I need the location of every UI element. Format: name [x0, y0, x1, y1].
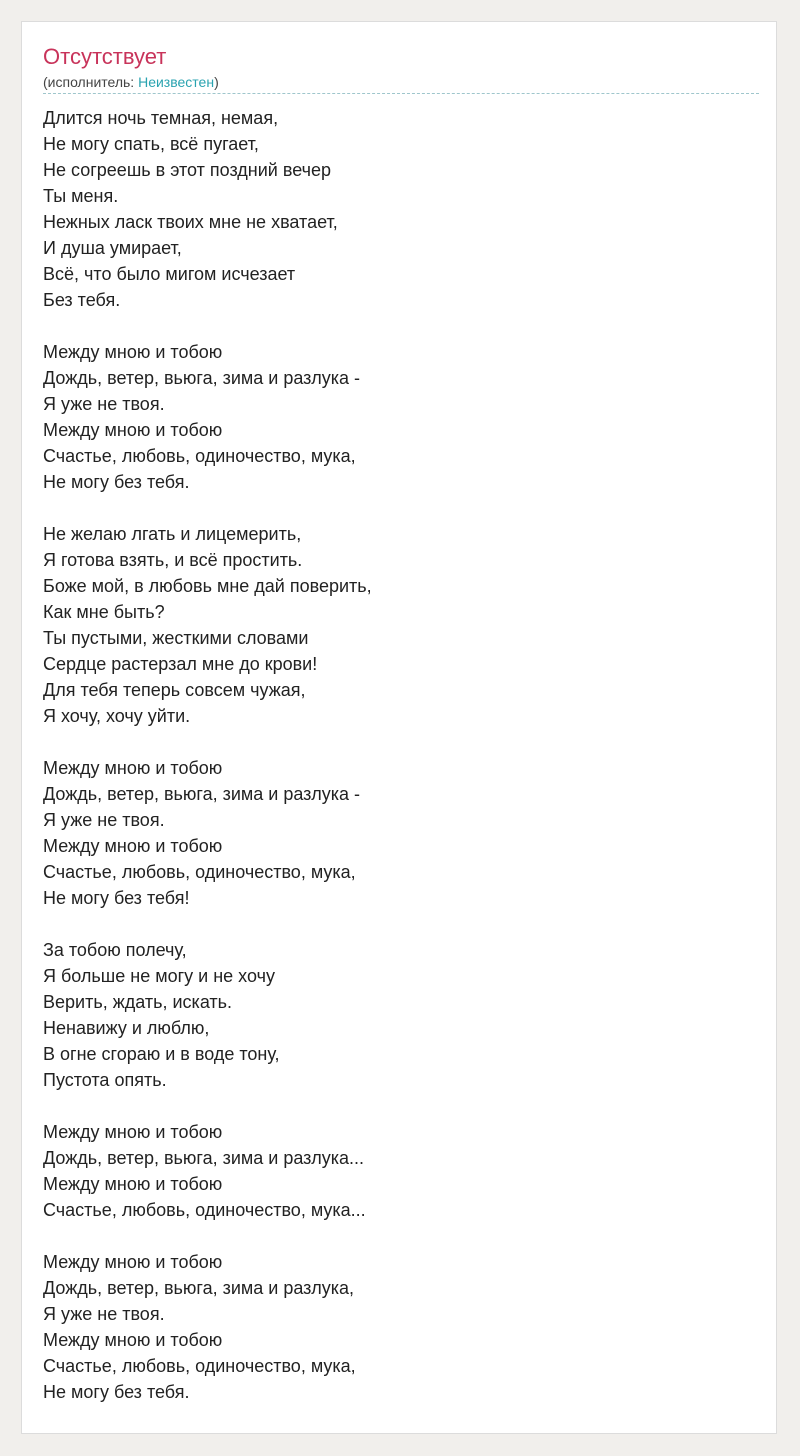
- lyric-line: Я уже не твоя.: [43, 810, 165, 830]
- lyric-line: Не могу без тебя.: [43, 472, 190, 492]
- stanza-break: [43, 729, 372, 755]
- artist-link[interactable]: Неизвестен: [138, 74, 215, 90]
- lyric-line: И душа умирает,: [43, 238, 182, 258]
- lyric-line: Для тебя теперь совсем чужая,: [43, 680, 306, 700]
- lyric-line: Ненавижу и люблю,: [43, 1018, 210, 1038]
- lyric-line: Дождь, ветер, вьюга, зима и разлука -: [43, 368, 360, 388]
- stanza-break: [43, 1223, 372, 1249]
- lyric-line: Между мною и тобою: [43, 1330, 223, 1350]
- lyric-line: Между мною и тобою: [43, 342, 223, 362]
- stanza-break: [43, 911, 372, 937]
- lyric-line: Я готова взять, и всё простить.: [43, 550, 303, 570]
- lyric-line: Между мною и тобою: [43, 420, 223, 440]
- lyric-line: Я уже не твоя.: [43, 1304, 165, 1324]
- song-title: Отсутствует: [43, 44, 167, 69]
- stanza-break: [43, 495, 372, 521]
- lyric-line: Дождь, ветер, вьюга, зима и разлука -: [43, 784, 360, 804]
- lyric-line: Как мне быть?: [43, 602, 165, 622]
- lyrics-card: [21, 21, 777, 1434]
- stanza-break: [43, 313, 372, 339]
- lyric-line: Не согреешь в этот поздний вечер: [43, 160, 332, 180]
- lyric-line: Длится ночь темная, немая,: [43, 108, 279, 128]
- lyric-line: Между мною и тобою: [43, 1252, 223, 1272]
- lyric-line: В огне сгораю и в воде тону,: [43, 1044, 280, 1064]
- lyric-line: Не могу без тебя!: [43, 888, 190, 908]
- lyric-line: Между мною и тобою: [43, 758, 223, 778]
- lyric-line: Я хочу, хочу уйти.: [43, 706, 191, 726]
- title-divider: [43, 93, 759, 94]
- lyric-line: Ты меня.: [43, 186, 119, 206]
- lyric-line: Дождь, ветер, вьюга, зима и разлука,: [43, 1278, 354, 1298]
- lyric-line: Не могу спать, всё пугает,: [43, 134, 259, 154]
- lyric-line: Между мною и тобою: [43, 1174, 223, 1194]
- lyric-line: Всё, что было мигом исчезает: [43, 264, 296, 284]
- lyric-line: За тобою полечу,: [43, 940, 187, 960]
- lyric-line: Боже мой, в любовь мне дай поверить,: [43, 576, 372, 596]
- lyric-line: Верить, ждать, искать.: [43, 992, 233, 1012]
- lyric-line: Ты пустыми, жесткими словами: [43, 628, 309, 648]
- lyric-line: Не желаю лгать и лицемерить,: [43, 524, 302, 544]
- lyric-line: Я больше не могу и не хочу: [43, 966, 275, 986]
- lyric-line: Нежных ласк твоих мне не хватает,: [43, 212, 338, 232]
- lyric-line: Счастье, любовь, одиночество, мука...: [43, 1200, 366, 1220]
- lyric-line: Не могу без тебя.: [43, 1382, 190, 1402]
- lyric-line: Я уже не твоя.: [43, 394, 165, 414]
- lyric-line: Сердце растерзал мне до крови!: [43, 654, 318, 674]
- lyrics-text: [43, 105, 372, 1405]
- lyric-line: Без тебя.: [43, 290, 121, 310]
- lyric-line: Пустота опять.: [43, 1070, 167, 1090]
- artist-suffix: ): [214, 74, 219, 90]
- lyric-line: Счастье, любовь, одиночество, мука,: [43, 862, 356, 882]
- lyric-line: Между мною и тобою: [43, 836, 223, 856]
- stanza-break: [43, 1093, 372, 1119]
- lyric-line: Между мною и тобою: [43, 1122, 223, 1142]
- artist-line: [43, 73, 219, 91]
- lyric-line: Счастье, любовь, одиночество, мука,: [43, 1356, 356, 1376]
- lyric-line: Дождь, ветер, вьюга, зима и разлука...: [43, 1148, 364, 1168]
- lyric-line: Счастье, любовь, одиночество, мука,: [43, 446, 356, 466]
- artist-prefix: (исполнитель:: [43, 74, 139, 90]
